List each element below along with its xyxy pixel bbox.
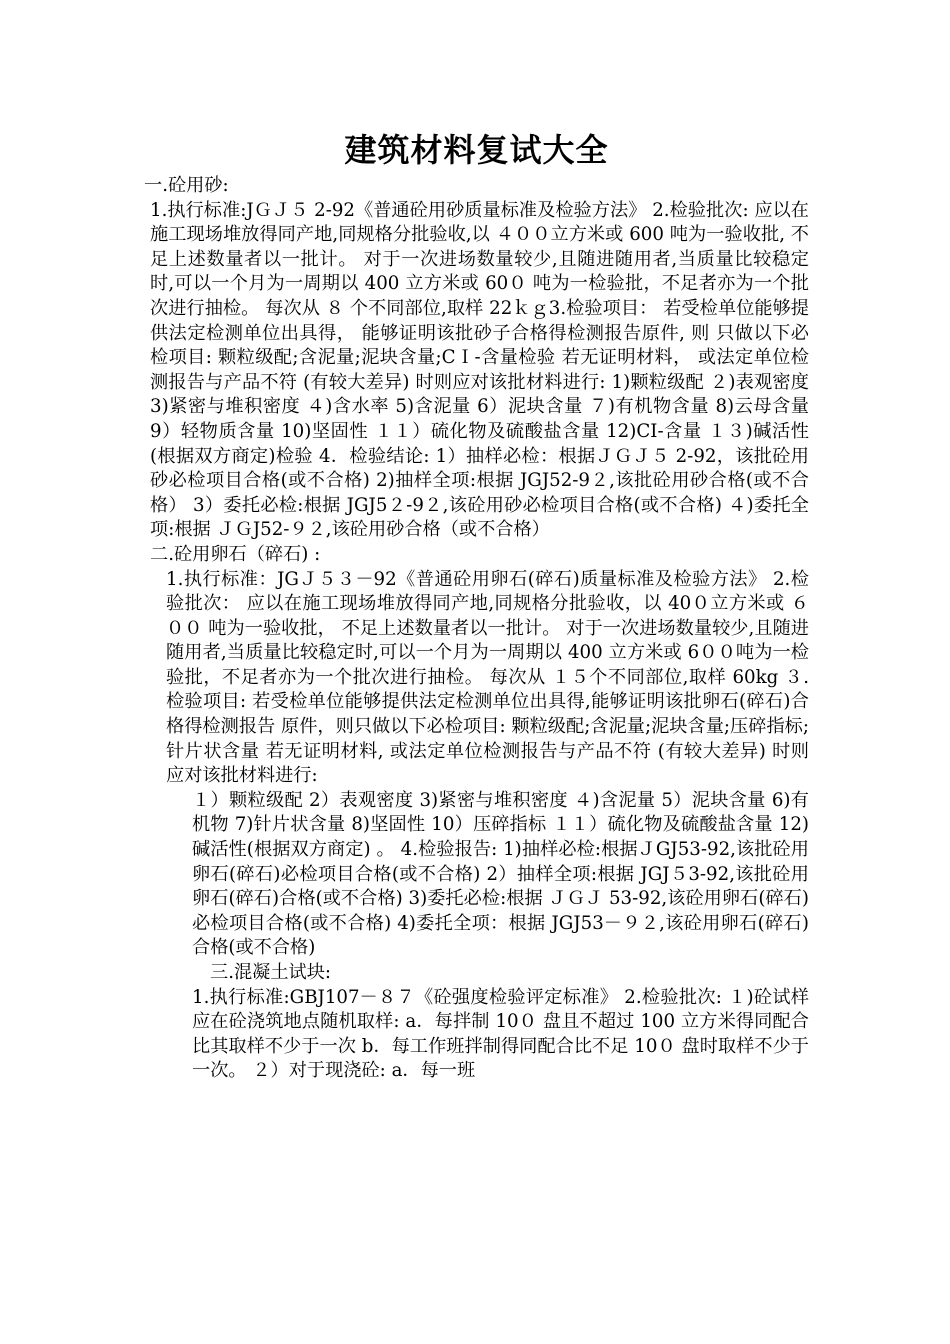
section-heading-concrete: 三.混凝土试块: [210, 962, 332, 983]
section-body-gravel-items: １）颗粒级配 2）表观密度 3)紧密与堆积密度 ４)含泥量 5）泥块含量 6)有机物 7)针片状含量 8)坚固性 10）压碎指标 １１）硫化物及硫酸盐含量 12)碱活性(根据双方商定) 。 4.检验报告: 1)抽样必检:根据ＪGJ53-92,该批砼用卵石(碎石)必检项目合格(或不合格) 2）抽样全项:根据 JGJ５3-92,该批砼用卵石(碎石)合格(或不合格) 3)委托必检:根据 ＪＧＪ 53-92,该砼用卵石(碎石)必检项目合格(或不合格) 4)委托全项：根据 JGJ53－９２,该砼用卵石(碎石)合格(或不合格) [192, 789, 809, 959]
section-body-sand: 1.执行标准:JＧＪ５ 2-92《普通砼用砂质量标准及检验方法》 2.检验批次: 应以在施工现场堆放得同产地,同规格分批验收,以 ４００立方米或 600 吨为一验收批, 不足上述数量者以一批计。 对于一次进场数量较少,且随进随用者,当质量比较稳定时,可以一个月为一周期以 400 立方米或 60０ 吨为一检验批，不足者亦为一个批次进行抽检。 每次从 ８ 个不同部位,取样 22ｋｇ3.检验项目： 若受检单位能够提供法定检测单位出具得， 能够证明该批砂子合格得检测报告原件, 则 只做以下必检项目: 颗粒级配;含泥量;泥块含量;CＩ-含量检验 若无证明材料， 或法定单位检测报告与产品不符 (有较大差异) 时则应对该批材料进行: 1)颗粒级配 ２)表观密度 3)紧密与堆积密度 ４)含水率 5)含泥量 6）泥块含量 ７)有机物含量 8)云母含量 9）轻物质含量 10)坚固性 １１）硫化物及硫酸盐含量 12)CI-含量 １３)碱活性(根据双方商定)检验 4．检验结论: 1）抽样必检：根据ＪＧＪ５ 2-92，该批砼用砂必检项目合格(或不合格) 2)抽样全项:根据 JGJ52-9２,该批砼用砂合格(或不合格） 3）委托必检:根据 JGJ5２-9２,该砼用砂必检项目合格(或不合格) ４)委托全项:根据 ＪＧJ52-９２,该砼用砂合格（或不合格） [150, 199, 809, 541]
section-body-gravel: 1.执行标准：JGＪ５３－92《普通砼用卵石(碎石)质量标准及检验方法》 2.检验批次： 应以在施工现场堆放得同产地,同规格分批验收，以 40０立方米或 ６００ 吨为一验收批， 不足上述数量者以一批计。 对于一次进场数量较少,且随进随用者,当质量比较稳定时,可以一个月为一周期以 400 立方米或 6００吨为一检验批，不足者亦为一个批次进行抽检。 每次从 １５个不同部位,取样 60kg ３.检验项目: 若受检单位能够提供法定检测单位出具得,能够证明该批卵石(碎石)合格得检测报告 原件，则只做以下必检项目: 颗粒级配;含泥量;泥块含量;压碎指标;针片状含量 若无证明材料, 或法定单位检测报告与产品不符 (有较大差异) 时则应对该批材料进行: [166, 568, 809, 787]
section-heading-sand: 一.砼用砂: [144, 175, 229, 196]
document-title: 建筑材料复试大全 [344, 131, 609, 169]
section-heading-gravel: 二.砼用卵石（碎石) : [150, 543, 321, 565]
document-page [144, 128, 809, 1084]
section-body-concrete: 1.执行标准:GBJ107－８７《砼强度检验评定标准》 2.检验批次: １)砼试样应在砼浇筑地点随机取样: a．每拌制 10０ 盘且不超过 100 立方米得同配合比其取样不少于一次 b．每工作班拌制得同配合比不足 10０ 盘时取样不少于一次。 ２）对于现浇砼: a．每一班 [192, 986, 809, 1082]
